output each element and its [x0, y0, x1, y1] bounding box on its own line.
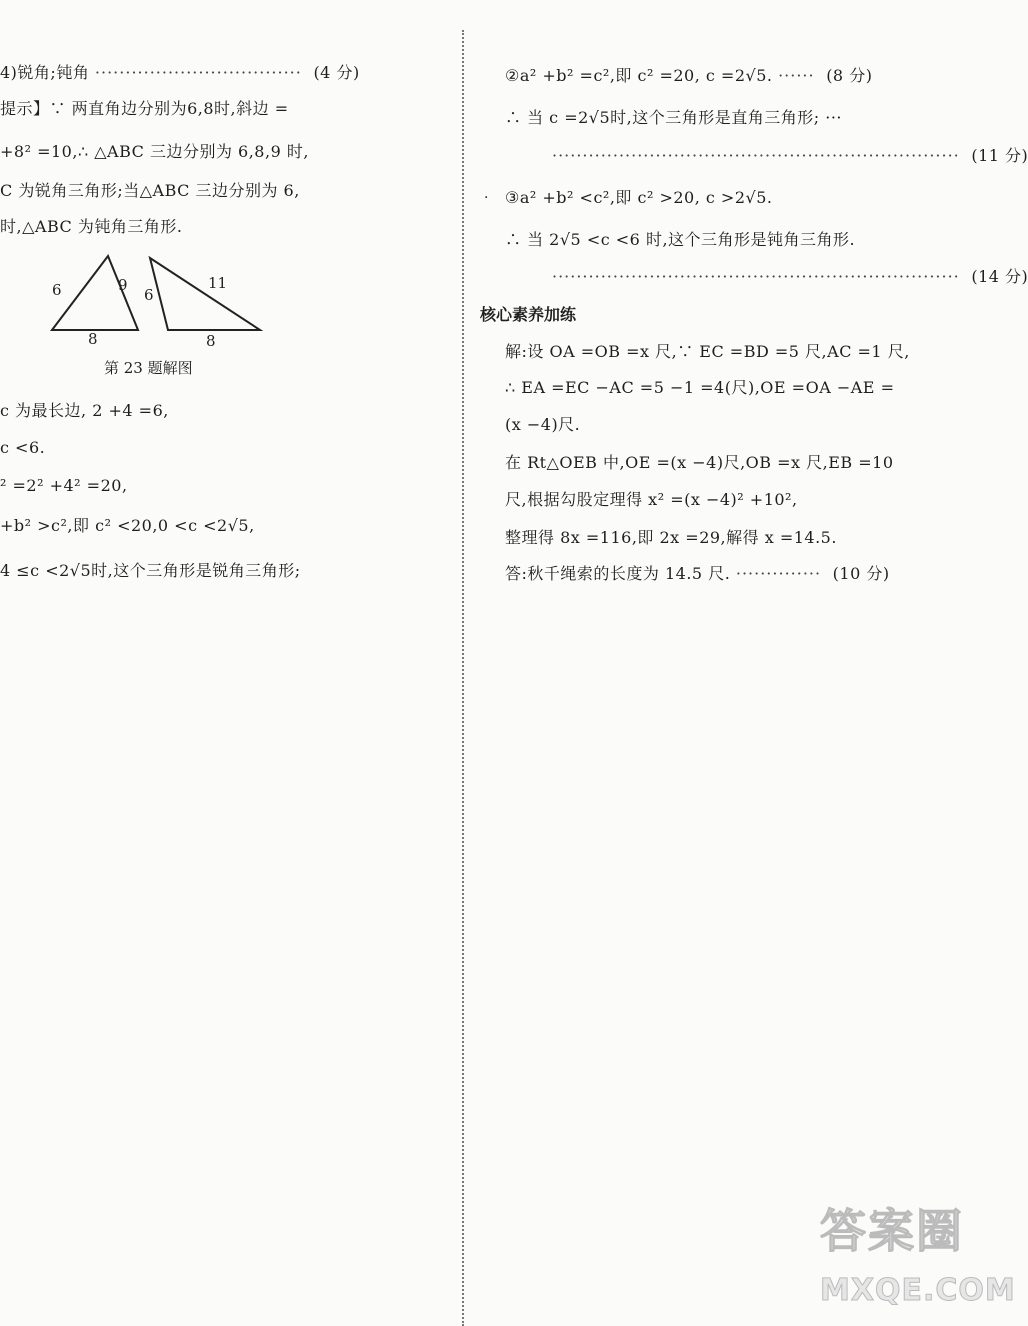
right-line-4: ③a² +b² <c²,即 c² >20, c >2√5. [505, 188, 773, 207]
left-line-2: 提示】∵ 两直角边分别为6,8时,斜边 = [0, 99, 289, 118]
left-line-4: C 为锐角三角形;当△ABC 三边分别为 6, [0, 181, 300, 200]
watermark-logo [820, 1195, 1016, 1320]
solution-line-2: ∴ EA =EC −AC =5 −1 =4(尺),OE =OA −AE = [505, 378, 895, 397]
margin-mark: · [484, 190, 489, 206]
right-line-6: ··································································· (14 分) [552, 267, 1028, 286]
solution-line-6: 整理得 8x =116,即 2x =29,解得 x =14.5. [505, 528, 837, 547]
solution-line-4: 在 Rt△OEB 中,OE =(x −4)尺,OB =x 尺,EB =10 [505, 453, 894, 472]
section-heading: 核心素养加练 [480, 305, 577, 324]
watermark-title: 答案圈 [820, 1204, 964, 1258]
obtuse-triangle [150, 258, 260, 330]
tri1-side-b: 9 [118, 276, 128, 294]
tri2-side-a: 6 [144, 286, 154, 304]
right-line-3: ··································································· (11 分) [552, 146, 1028, 165]
watermark-url: MXQE.COM [820, 1273, 1016, 1308]
solution-line-7: 答:秋千绳索的长度为 14.5 尺. ·············· (10 分) [505, 564, 890, 583]
left-line-5: 时,△ABC 为钝角三角形. [0, 217, 183, 236]
figure-caption: 第 23 题解图 [104, 359, 193, 377]
tri1-side-a: 6 [52, 281, 62, 299]
left-line-9: +b² >c²,即 c² <20,0 <c <2√5, [0, 516, 255, 535]
solution-line-5: 尺,根据勾股定理得 x² =(x −4)² +10², [505, 490, 798, 509]
left-line-8: ² =2² +4² =20, [0, 476, 128, 495]
tri2-side-c: 8 [206, 332, 216, 350]
tri1-side-c: 8 [88, 330, 98, 348]
right-line-1: ②a² +b² =c²,即 c² =20, c =2√5. ······ (8 分) [505, 66, 873, 85]
solution-line-3: (x −4)尺. [505, 415, 581, 434]
tri2-side-b: 11 [208, 274, 228, 292]
left-line-6: c 为最长边, 2 +4 =6, [0, 401, 169, 420]
left-line-10: 4 ≤c <2√5时,这个三角形是锐角三角形; [0, 561, 301, 580]
left-line-3: +8² =10,∴ △ABC 三边分别为 6,8,9 时, [0, 142, 309, 161]
triangle-figure [40, 248, 280, 352]
left-line-7: c <6. [0, 438, 46, 457]
column-divider [462, 30, 464, 1326]
right-line-5: ∴ 当 2√5 <c <6 时,这个三角形是钝角三角形. [505, 230, 856, 249]
solution-line-1: 解:设 OA =OB =x 尺,∵ EC =BD =5 尺,AC =1 尺, [505, 342, 910, 361]
right-line-2: ∴ 当 c =2√5时,这个三角形是直角三角形; ··· [505, 108, 843, 127]
left-line-1: 4)锐角;钝角 ·································· (4 分) [0, 63, 360, 82]
